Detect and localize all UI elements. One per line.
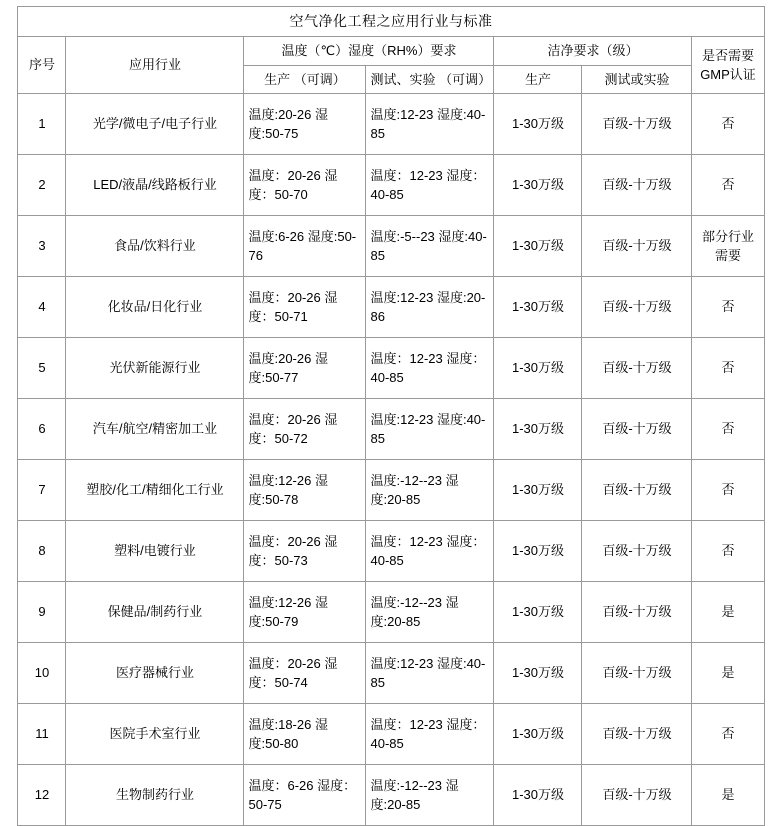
cell-industry: 化妆品/日化行业 (66, 277, 244, 338)
header-industry: 应用行业 (66, 37, 244, 94)
cell-env-test: 温度:12-23 湿度:20-86 (366, 277, 494, 338)
header-index: 序号 (18, 37, 66, 94)
cell-env-test: 温度：12-23 湿度：40-85 (366, 338, 494, 399)
cell-index: 2 (18, 155, 66, 216)
cell-clean-test: 百级-十万级 (582, 277, 692, 338)
table-row (18, 460, 764, 521)
cell-gmp: 否 (692, 277, 764, 338)
cell-clean-test: 百级-十万级 (582, 521, 692, 582)
cell-env-production: 温度：20-26 湿度：50-74 (244, 643, 366, 704)
cell-clean-production: 1-30万级 (494, 277, 582, 338)
cell-index: 1 (18, 94, 66, 155)
cell-env-test: 温度：12-23 湿度：40-85 (366, 155, 494, 216)
document-title: 空气净化工程之应用行业与标准 (18, 7, 764, 37)
cell-index: 5 (18, 338, 66, 399)
cell-industry: 塑胶/化工/精细化工行业 (66, 460, 244, 521)
cell-clean-test: 百级-十万级 (582, 94, 692, 155)
cell-env-test: 温度:-12--23 湿度:20-85 (366, 460, 494, 521)
table-row (18, 155, 764, 216)
table-row (18, 94, 764, 155)
cell-gmp: 是 (692, 582, 764, 643)
cell-gmp: 否 (692, 521, 764, 582)
cell-clean-production: 1-30万级 (494, 521, 582, 582)
cell-env-test: 温度:-12--23 湿度:20-85 (366, 582, 494, 643)
table-row (18, 704, 764, 765)
industry-standards-table (17, 6, 764, 826)
cell-index: 3 (18, 216, 66, 277)
cell-industry: 医疗器械行业 (66, 643, 244, 704)
header-gmp: 是否需要GMP认证 (692, 37, 764, 94)
cell-industry: 汽车/航空/精密加工业 (66, 399, 244, 460)
cell-gmp: 否 (692, 155, 764, 216)
cell-env-test: 温度：12-23 湿度：40-85 (366, 521, 494, 582)
header-env-test: 测试、实验 （可调） (366, 65, 494, 94)
cell-env-production: 温度:6-26 湿度:50-76 (244, 216, 366, 277)
cell-clean-test: 百级-十万级 (582, 216, 692, 277)
cell-clean-production: 1-30万级 (494, 399, 582, 460)
cell-clean-test: 百级-十万级 (582, 460, 692, 521)
cell-clean-test: 百级-十万级 (582, 704, 692, 765)
cell-index: 10 (18, 643, 66, 704)
cell-index: 11 (18, 704, 66, 765)
cell-gmp: 是 (692, 765, 764, 826)
cell-env-test: 温度:12-23 湿度:40-85 (366, 94, 494, 155)
cell-clean-test: 百级-十万级 (582, 155, 692, 216)
cell-env-production: 温度:20-26 湿度:50-75 (244, 94, 366, 155)
table-body (18, 7, 764, 826)
cell-index: 9 (18, 582, 66, 643)
cell-clean-production: 1-30万级 (494, 338, 582, 399)
cell-gmp: 否 (692, 460, 764, 521)
header-env-production: 生产 （可调） (244, 65, 366, 94)
cell-index: 6 (18, 399, 66, 460)
table-row (18, 338, 764, 399)
cell-industry: 生物制药行业 (66, 765, 244, 826)
cell-industry: 医院手术室行业 (66, 704, 244, 765)
cell-env-test: 温度:12-23 湿度:40-85 (366, 399, 494, 460)
cell-industry: LED/液晶/线路板行业 (66, 155, 244, 216)
cell-index: 8 (18, 521, 66, 582)
table-row (18, 521, 764, 582)
cell-env-production: 温度:18-26 湿度:50-80 (244, 704, 366, 765)
cell-industry: 食品/饮料行业 (66, 216, 244, 277)
cell-clean-production: 1-30万级 (494, 582, 582, 643)
cell-industry: 光学/微电子/电子行业 (66, 94, 244, 155)
cell-env-production: 温度：20-26 湿度：50-73 (244, 521, 366, 582)
table-row (18, 765, 764, 826)
cell-industry: 塑料/电镀行业 (66, 521, 244, 582)
cell-clean-test: 百级-十万级 (582, 399, 692, 460)
cell-gmp: 否 (692, 399, 764, 460)
table-header-row-1 (18, 37, 764, 66)
cell-gmp: 否 (692, 704, 764, 765)
cell-gmp: 部分行业需要 (692, 216, 764, 277)
cell-env-production: 温度:20-26 湿度:50-77 (244, 338, 366, 399)
cell-env-test: 温度:12-23 湿度:40-85 (366, 643, 494, 704)
cell-env-production: 温度：20-26 湿度：50-70 (244, 155, 366, 216)
cell-gmp: 是 (692, 643, 764, 704)
cell-gmp: 否 (692, 94, 764, 155)
cell-clean-production: 1-30万级 (494, 216, 582, 277)
table-title-row (18, 7, 764, 37)
cell-env-production: 温度：20-26 湿度：50-72 (244, 399, 366, 460)
cell-env-test: 温度:-12--23 湿度:20-85 (366, 765, 494, 826)
cell-clean-production: 1-30万级 (494, 94, 582, 155)
cell-env-test: 温度：12-23 湿度：40-85 (366, 704, 494, 765)
cell-env-production: 温度:12-26 湿度:50-78 (244, 460, 366, 521)
cell-clean-production: 1-30万级 (494, 643, 582, 704)
cell-clean-production: 1-30万级 (494, 460, 582, 521)
table-row (18, 643, 764, 704)
table-row (18, 277, 764, 338)
table-row (18, 216, 764, 277)
cell-clean-test: 百级-十万级 (582, 338, 692, 399)
cell-index: 4 (18, 277, 66, 338)
cell-clean-production: 1-30万级 (494, 704, 582, 765)
header-clean-test: 测试或实验 (582, 65, 692, 94)
cell-index: 12 (18, 765, 66, 826)
header-clean-group: 洁净要求（级） (494, 37, 692, 66)
cell-industry: 光伏新能源行业 (66, 338, 244, 399)
cell-env-production: 温度:12-26 湿度:50-79 (244, 582, 366, 643)
cell-gmp: 否 (692, 338, 764, 399)
cell-env-test: 温度:-5--23 湿度:40-85 (366, 216, 494, 277)
cell-industry: 保健品/制药行业 (66, 582, 244, 643)
table-row (18, 399, 764, 460)
cell-env-production: 温度：20-26 湿度：50-71 (244, 277, 366, 338)
cell-clean-test: 百级-十万级 (582, 765, 692, 826)
cell-clean-test: 百级-十万级 (582, 643, 692, 704)
header-env-group: 温度（℃）湿度（RH%）要求 (244, 37, 494, 66)
cell-clean-test: 百级-十万级 (582, 582, 692, 643)
cell-env-production: 温度：6-26 湿度：50-75 (244, 765, 366, 826)
table-row (18, 582, 764, 643)
cell-clean-production: 1-30万级 (494, 765, 582, 826)
header-clean-production: 生产 (494, 65, 582, 94)
cell-index: 7 (18, 460, 66, 521)
cell-clean-production: 1-30万级 (494, 155, 582, 216)
